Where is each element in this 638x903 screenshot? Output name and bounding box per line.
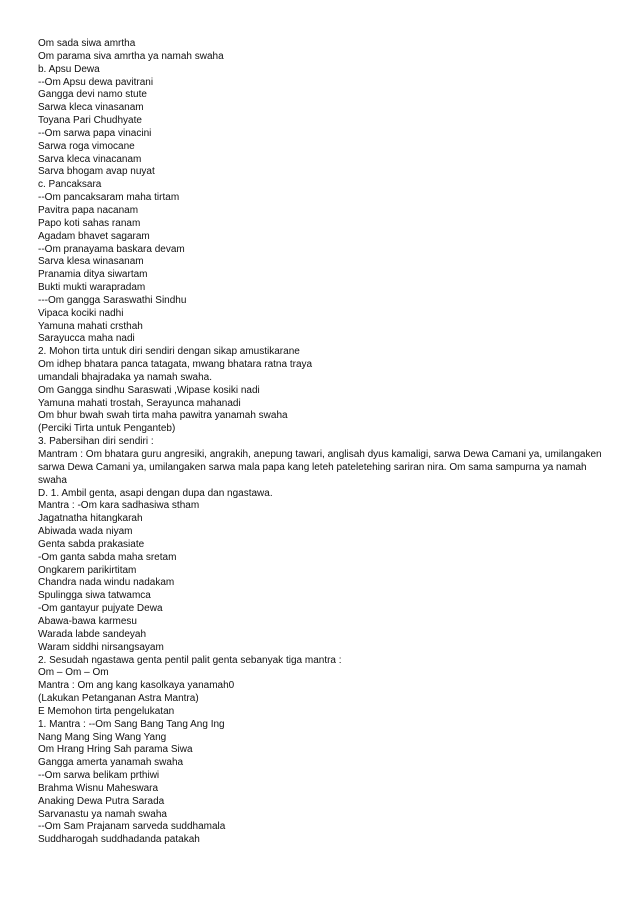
text-line: (Lakukan Petanganan Astra Mantra)	[38, 693, 199, 705]
document-page	[38, 38, 604, 847]
text-line: Chandra nada windu nadakam	[38, 577, 175, 589]
text-line: Toyana Pari Chudhyate	[38, 115, 142, 127]
text-line: 2. Sesudah ngastawa genta pentil palit genta sebanyak tiga mantra :	[38, 654, 342, 666]
text-line: Sarwa kleca vinasanam	[38, 102, 144, 114]
text-line: Sarwa roga vimocane	[38, 140, 135, 152]
text-line: --Om sarwa belikam prthiwi	[38, 770, 160, 782]
text-line: Om Hrang Hring Sah parama Siwa	[38, 744, 193, 756]
text-line: Ongkarem parikirtitam	[38, 564, 137, 576]
text-line: D. 1. Ambil genta, asapi dengan dupa dan ngastawa.	[38, 487, 273, 499]
text-line: --Om pancaksaram maha tirtam	[38, 192, 180, 204]
text-line: Brahma Wisnu Maheswara	[38, 782, 159, 794]
text-line: umandali bhajradaka ya namah swaha.	[38, 371, 212, 383]
text-line: Anaking Dewa Putra Sarada	[38, 795, 165, 807]
text-line: Sarva kleca vinacanam	[38, 153, 142, 165]
text-line: Abawa-bawa karmesu	[38, 615, 137, 627]
text-line: (Perciki Tirta untuk Penganteb)	[38, 423, 176, 435]
text-line: E Memohon tirta pengelukatan	[38, 705, 175, 717]
text-line: Om idhep bhatara panca tatagata, mwang bhatara ratna traya	[38, 359, 313, 371]
text-line: Gangga amerta yanamah swaha	[38, 757, 184, 769]
text-line: Pavitra papa nacanam	[38, 204, 139, 216]
text-line: Om parama siva amrtha ya namah swaha	[38, 50, 224, 62]
text-line: Sarva bhogam avap nuyat	[38, 166, 155, 178]
text-line: 1. Mantra : --Om Sang Bang Tang Ang Ing	[38, 718, 225, 730]
text-line: Spulingga siwa tatwamca	[38, 590, 151, 602]
text-line: Mantram : Om bhatara guru angresiki, angrakih, anepung tawari, anglisah dyus kamaligi, sarwa Dewa Camani ya, umilangaken sarwa Dewa Camani ya, umilangaken sarwa mala papa kang leteh pateletehing sariran nira. Om sama sampurna ya namah swaha	[38, 449, 602, 486]
text-line: -Om ganta sabda maha sretam	[38, 551, 177, 563]
text-line: Genta sabda prakasiate	[38, 538, 145, 550]
text-line: Bukti mukti warapradam	[38, 282, 146, 294]
text-line: Vipaca kociki nadhi	[38, 307, 124, 319]
text-line: Yamuna mahati trostah, Serayunca mahanadi	[38, 397, 241, 409]
text-line: 3. Pabersihan diri sendiri :	[38, 436, 154, 448]
text-line: --Om Sam Prajanam sarveda suddhamala	[38, 821, 226, 833]
text-line: Om Gangga sindhu Saraswati ,Wipase kosiki nadi	[38, 384, 260, 396]
text-line: Abiwada wada niyam	[38, 526, 133, 538]
text-line: Yamuna mahati crsthah	[38, 320, 143, 332]
text-line: Suddharogah suddhadanda patakah	[38, 834, 200, 846]
text-line: Pranamia ditya siwartam	[38, 269, 148, 281]
text-line: -Om gantayur pujyate Dewa	[38, 603, 163, 615]
text-line: Om sada siwa amrtha	[38, 38, 136, 49]
text-line: --Om pranayama baskara devam	[38, 243, 185, 255]
text-line: c. Pancaksara	[38, 179, 102, 191]
text-line: Warada labde sandeyah	[38, 628, 147, 640]
text-line: Waram siddhi nirsangsayam	[38, 641, 164, 653]
text-line: --Om Apsu dewa pavitrani	[38, 76, 154, 88]
text-line: Om – Om – Om	[38, 667, 109, 679]
text-line: Nang Mang Sing Wang Yang	[38, 731, 167, 743]
text-line: Papo koti sahas ranam	[38, 217, 141, 229]
text-line: ---Om gangga Saraswathi Sindhu	[38, 294, 187, 306]
text-line: --Om sarwa papa vinacini	[38, 127, 152, 139]
text-line: Gangga devi namo stute	[38, 89, 147, 101]
text-line: Sarayucca maha nadi	[38, 333, 135, 345]
text-line: Jagatnatha hitangkarah	[38, 513, 143, 525]
text-line: Sarva klesa winasanam	[38, 256, 144, 268]
text-line: Mantra : Om ang kang kasolkaya yanamah0	[38, 680, 235, 692]
text-line: Om bhur bwah swah tirta maha pawitra yanamah swaha	[38, 410, 288, 422]
text-line: b. Apsu Dewa	[38, 63, 100, 75]
text-line: Mantra : -Om kara sadhasiwa stham	[38, 500, 200, 512]
text-line: 2. Mohon tirta untuk diri sendiri dengan sikap amustikarane	[38, 346, 300, 358]
text-line: Agadam bhavet sagaram	[38, 230, 150, 242]
text-line: Sarvanastu ya namah swaha	[38, 808, 167, 820]
